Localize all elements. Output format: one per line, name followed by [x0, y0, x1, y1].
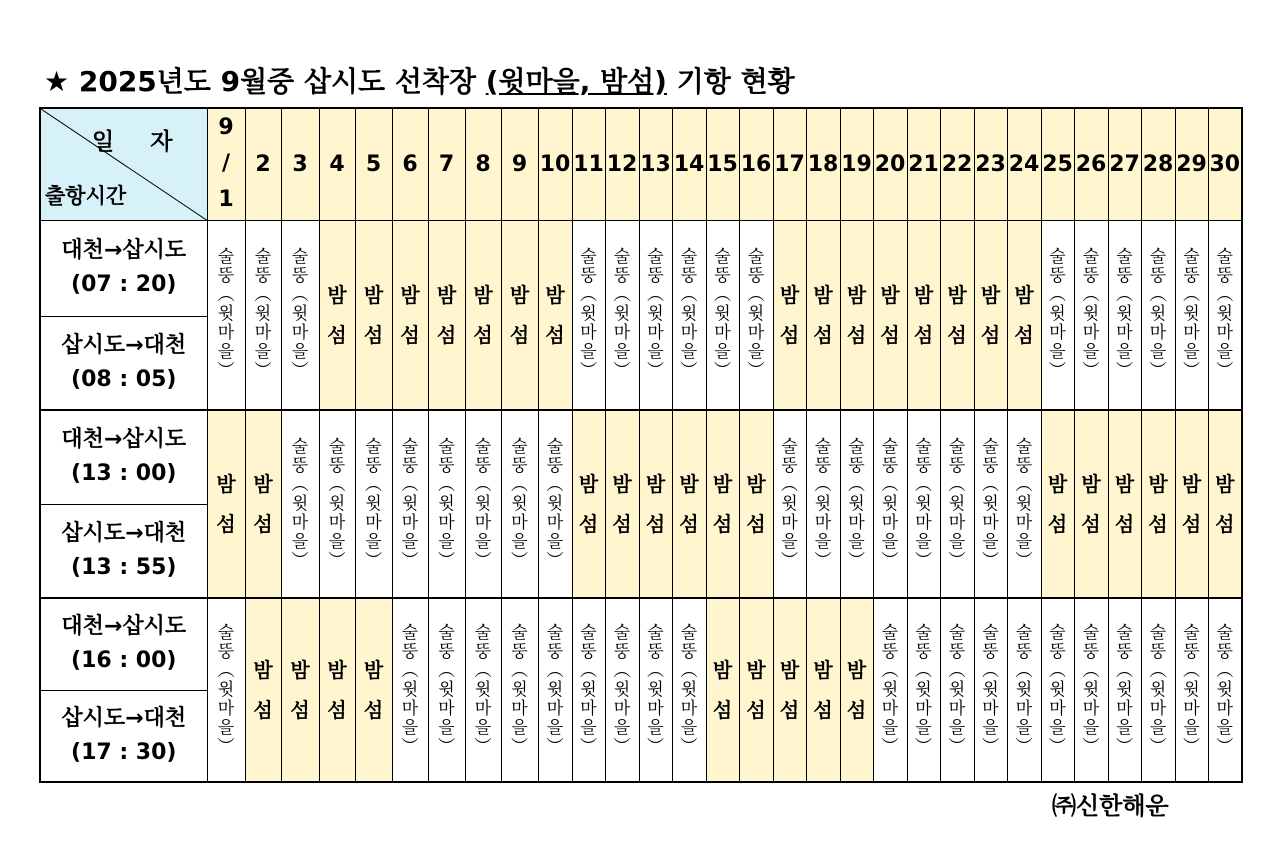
day-header	[245, 108, 281, 220]
stop-sulttung	[392, 598, 428, 782]
stop-sulttung	[672, 220, 706, 410]
stop-sulttung	[1007, 410, 1041, 598]
stop-text: 밤 섬	[327, 282, 347, 347]
day-header	[1141, 108, 1175, 220]
stop-text: 밤 섬	[1114, 472, 1135, 536]
stop-sulttung	[739, 220, 773, 410]
day-header-first: 1	[218, 187, 234, 213]
stop-text: 술 뚱 ︵ 윗 마 을 ︶	[915, 622, 932, 757]
day-header-label: 17	[774, 151, 805, 177]
day-header-label: 9	[511, 151, 528, 177]
day-header-label: 10	[539, 151, 571, 177]
stop-sulttung	[1141, 598, 1175, 782]
stop-sulttung	[639, 220, 672, 410]
stop-bamseom	[840, 220, 873, 410]
stop-sulttung	[428, 598, 465, 782]
stop-sulttung	[392, 410, 428, 598]
day-header	[538, 108, 572, 220]
title-post: 기항 현황	[666, 65, 795, 98]
stop-sulttung	[281, 410, 319, 598]
stop-text: 술 뚱 ︵ 윗 마 을 ︶	[217, 622, 235, 757]
departure-label	[40, 690, 207, 782]
day-header-label: 19	[841, 151, 872, 177]
stop-sulttung	[907, 410, 940, 598]
day-header	[1108, 108, 1141, 220]
stop-bamseom	[538, 220, 572, 410]
stop-bamseom	[773, 598, 806, 782]
day-header	[428, 108, 465, 220]
departure-label	[40, 316, 207, 410]
stop-bamseom	[907, 220, 940, 410]
departure-time: (17 : 30)	[71, 739, 177, 765]
stop-sulttung	[281, 220, 319, 410]
day-header	[739, 108, 773, 220]
stop-bamseom	[572, 410, 605, 598]
stop-text: 밤 섬	[253, 472, 273, 536]
stop-bamseom	[319, 598, 355, 782]
stop-text: 밤 섬	[746, 472, 766, 536]
route-label: 대천→삽시도	[61, 614, 187, 640]
stop-bamseom	[1108, 410, 1141, 598]
stop-text: 술 뚱 ︵ 윗 마 을 ︶	[580, 247, 597, 382]
stop-bamseom	[1141, 410, 1175, 598]
stop-text: 술 뚱 ︵ 윗 마 을 ︶	[511, 622, 528, 757]
day-header	[1007, 108, 1041, 220]
stop-text: 술 뚱 ︵ 윗 마 을 ︶	[1149, 247, 1167, 382]
stop-text: 밤 섬	[779, 282, 800, 347]
stop-text: 밤 섬	[913, 282, 934, 347]
title-pre: ★ 2025년도 9월중 삽시도 선착장	[44, 65, 486, 98]
stop-text: 술 뚱 ︵ 윗 마 을 ︶	[781, 436, 798, 571]
stop-sulttung	[672, 598, 706, 782]
stop-sulttung	[207, 598, 245, 782]
day-header-month: 9	[218, 115, 234, 141]
stop-text: 술 뚱 ︵ 윗 마 을 ︶	[1049, 247, 1066, 382]
stop-bamseom	[319, 220, 355, 410]
stop-bamseom	[245, 598, 281, 782]
day-header	[319, 108, 355, 220]
stop-sulttung	[1041, 598, 1074, 782]
stop-text: 밤 섬	[216, 472, 236, 536]
stop-bamseom	[1007, 220, 1041, 410]
day-header-label: 28	[1142, 151, 1174, 177]
stop-text: 술 뚱 ︵ 윗 마 을 ︶	[401, 622, 419, 757]
stop-sulttung	[572, 598, 605, 782]
day-header-label: 6	[402, 151, 418, 177]
stop-text: 술 뚱 ︵ 윗 마 을 ︶	[948, 436, 966, 571]
stop-text: 밤 섬	[509, 282, 530, 347]
day-header-label: 25	[1042, 151, 1073, 177]
stop-text: 술 뚱 ︵ 윗 마 을 ︶	[1183, 622, 1200, 757]
stop-text: 밤 섬	[746, 658, 766, 722]
stop-text: 밤 섬	[813, 658, 833, 722]
stop-text: 밤 섬	[1014, 282, 1034, 347]
stop-text: 술 뚱 ︵ 윗 마 을 ︶	[511, 436, 528, 571]
departure-label	[40, 504, 207, 598]
stop-text: 밤 섬	[980, 282, 1001, 347]
departure-time: (08 : 05)	[71, 366, 177, 392]
day-header-label: 2	[255, 151, 271, 177]
departure-time: (07 : 20)	[71, 272, 177, 297]
day-header	[572, 108, 605, 220]
stop-sulttung	[1007, 598, 1041, 782]
stop-bamseom	[806, 598, 840, 782]
stop-sulttung	[1108, 598, 1141, 782]
stop-sulttung	[1074, 220, 1108, 410]
stop-bamseom	[605, 410, 639, 598]
stop-text: 술 뚱 ︵ 윗 마 을 ︶	[982, 622, 999, 757]
stop-text: 밤 섬	[436, 282, 457, 347]
day-header-label: 20	[874, 151, 906, 177]
stop-text: 술 뚱 ︵ 윗 마 을 ︶	[438, 436, 455, 571]
stop-bamseom	[1074, 410, 1108, 598]
stop-bamseom	[940, 220, 974, 410]
stop-text: 술 뚱 ︵ 윗 마 을 ︶	[365, 436, 382, 571]
day-header-label: 8	[475, 151, 491, 177]
stop-text: 술 뚱 ︵ 윗 마 을 ︶	[1082, 622, 1100, 757]
departure-label	[40, 220, 207, 316]
day-header	[207, 108, 245, 220]
day-header-label: 26	[1075, 151, 1107, 177]
departure-time: (16 : 00)	[71, 648, 177, 674]
day-header	[907, 108, 940, 220]
day-header-label: 16	[740, 151, 772, 177]
stop-text: 술 뚱 ︵ 윗 마 을 ︶	[948, 622, 966, 757]
day-header	[355, 108, 392, 220]
page-title	[44, 60, 795, 100]
stop-sulttung	[1041, 220, 1074, 410]
stop-sulttung	[572, 220, 605, 410]
stop-text: 술 뚱 ︵ 윗 마 을 ︶	[1116, 247, 1133, 382]
stop-bamseom	[873, 220, 907, 410]
stop-text: 밤 섬	[290, 658, 310, 722]
route-label: 대천→삽시도	[61, 238, 187, 263]
stop-sulttung	[501, 410, 538, 598]
stop-bamseom	[355, 598, 392, 782]
stop-bamseom	[207, 410, 245, 598]
stop-sulttung	[538, 598, 572, 782]
stop-bamseom	[639, 410, 672, 598]
stop-bamseom	[706, 598, 739, 782]
stop-text: 술 뚱 ︵ 윗 마 을 ︶	[217, 247, 235, 382]
day-header	[840, 108, 873, 220]
stop-bamseom	[739, 598, 773, 782]
stop-text: 밤 섬	[327, 658, 347, 722]
day-header	[672, 108, 706, 220]
stop-text: 밤 섬	[679, 472, 699, 536]
stop-sulttung	[1141, 220, 1175, 410]
departure-label	[40, 598, 207, 690]
stop-bamseom	[1208, 410, 1242, 598]
corner-header	[40, 108, 207, 220]
day-header-label: 3	[292, 151, 308, 177]
stop-text: 술 뚱 ︵ 윗 마 을 ︶	[647, 622, 664, 757]
stop-text: 술 뚱 ︵ 윗 마 을 ︶	[881, 622, 899, 757]
stop-text: 밤 섬	[1081, 472, 1101, 536]
stop-text: 술 뚱 ︵ 윗 마 을 ︶	[328, 436, 346, 571]
stop-text: 술 뚱 ︵ 윗 마 을 ︶	[1183, 247, 1200, 382]
stop-text: 술 뚱 ︵ 윗 마 을 ︶	[613, 247, 631, 382]
stop-sulttung	[538, 410, 572, 598]
day-header-label: 7	[438, 151, 455, 177]
day-header	[639, 108, 672, 220]
route-label: 대천→삽시도	[61, 427, 187, 453]
corner-time-label: 출항시간	[45, 183, 127, 208]
day-header	[1041, 108, 1074, 220]
day-header	[392, 108, 428, 220]
stop-sulttung	[428, 410, 465, 598]
day-header	[281, 108, 319, 220]
day-header-label: 4	[329, 151, 345, 177]
stop-text: 술 뚱 ︵ 윗 마 을 ︶	[881, 436, 899, 571]
stop-bamseom	[392, 220, 428, 410]
company-name: ㈜신한해운	[1052, 792, 1169, 820]
stop-text: 밤 섬	[712, 472, 733, 536]
title-underlined: (윗마을, 밤섬)	[485, 65, 667, 98]
day-header-label: 12	[606, 151, 638, 177]
departure-time: (13 : 55)	[71, 554, 177, 580]
day-header-label: 30	[1209, 151, 1241, 177]
stop-text: 밤 섬	[846, 282, 867, 347]
stop-text: 밤 섬	[645, 472, 666, 536]
day-header	[465, 108, 501, 220]
stop-sulttung	[1175, 598, 1208, 782]
stop-text: 밤 섬	[947, 282, 967, 347]
stop-bamseom	[1175, 410, 1208, 598]
stop-text: 밤 섬	[1181, 472, 1202, 536]
schedule-table	[39, 107, 1243, 783]
route-label: 삽시도→대천	[61, 705, 187, 731]
stop-text: 술 뚱 ︵ 윗 마 을 ︶	[580, 622, 597, 757]
stop-sulttung	[501, 598, 538, 782]
stop-text: 술 뚱 ︵ 윗 마 을 ︶	[747, 247, 765, 382]
stop-text: 술 뚱 ︵ 윗 마 을 ︶	[291, 247, 309, 382]
route-label: 삽시도→대천	[61, 332, 187, 358]
departure-time: (13 : 00)	[71, 461, 177, 487]
stop-sulttung	[940, 598, 974, 782]
stop-bamseom	[806, 220, 840, 410]
stop-text: 술 뚱 ︵ 윗 마 을 ︶	[1116, 622, 1133, 757]
stop-sulttung	[806, 410, 840, 598]
stop-text: 밤 섬	[880, 282, 900, 347]
stop-text: 술 뚱 ︵ 윗 마 을 ︶	[546, 436, 564, 571]
stop-bamseom	[428, 220, 465, 410]
stop-bamseom	[245, 410, 281, 598]
corner-date-label: 일 자	[92, 129, 187, 155]
stop-text: 술 뚱 ︵ 윗 마 을 ︶	[680, 622, 698, 757]
stop-sulttung	[940, 410, 974, 598]
stop-sulttung	[974, 410, 1007, 598]
stop-text: 술 뚱 ︵ 윗 마 을 ︶	[647, 247, 664, 382]
day-header-label: 15	[707, 151, 738, 177]
day-header	[940, 108, 974, 220]
day-header-label: 14	[673, 151, 705, 177]
day-header-label: 5	[365, 151, 382, 177]
stop-text: 밤 섬	[578, 472, 599, 536]
day-header-label: 23	[975, 151, 1006, 177]
stop-text: 밤 섬	[813, 282, 833, 347]
day-header	[501, 108, 538, 220]
stop-text: 술 뚱 ︵ 윗 마 을 ︶	[254, 247, 272, 382]
day-header	[773, 108, 806, 220]
day-header-label: 24	[1008, 151, 1040, 177]
stop-sulttung	[1208, 220, 1242, 410]
day-header	[806, 108, 840, 220]
stop-sulttung	[873, 410, 907, 598]
day-header-label: 21	[908, 151, 939, 177]
stop-sulttung	[974, 598, 1007, 782]
stop-sulttung	[605, 220, 639, 410]
stop-text: 술 뚱 ︵ 윗 마 을 ︶	[982, 436, 999, 571]
stop-sulttung	[465, 410, 501, 598]
stop-sulttung	[1074, 598, 1108, 782]
stop-text: 술 뚱 ︵ 윗 마 을 ︶	[401, 436, 419, 571]
stop-text: 밤 섬	[363, 658, 384, 722]
stop-bamseom	[672, 410, 706, 598]
stop-bamseom	[706, 410, 739, 598]
stop-text: 밤 섬	[846, 658, 867, 722]
day-header-label: 27	[1109, 151, 1140, 177]
stop-sulttung	[605, 598, 639, 782]
stop-text: 밤 섬	[779, 658, 800, 722]
stop-sulttung	[319, 410, 355, 598]
stop-text: 술 뚱 ︵ 윗 마 을 ︶	[1082, 247, 1100, 382]
day-header	[1074, 108, 1108, 220]
stop-text: 술 뚱 ︵ 윗 마 을 ︶	[915, 436, 932, 571]
stop-bamseom	[355, 220, 392, 410]
stop-sulttung	[873, 598, 907, 782]
stop-text: 술 뚱 ︵ 윗 마 을 ︶	[291, 436, 309, 571]
stop-text: 술 뚱 ︵ 윗 마 을 ︶	[1149, 622, 1167, 757]
stop-sulttung	[840, 410, 873, 598]
stop-bamseom	[739, 410, 773, 598]
stop-sulttung	[706, 220, 739, 410]
stop-bamseom	[501, 220, 538, 410]
stop-sulttung	[207, 220, 245, 410]
stop-sulttung	[355, 410, 392, 598]
stop-text: 술 뚱 ︵ 윗 마 을 ︶	[814, 436, 832, 571]
day-header	[605, 108, 639, 220]
stop-text: 밤 섬	[545, 282, 565, 347]
stop-text: 술 뚱 ︵ 윗 마 을 ︶	[1216, 622, 1234, 757]
stop-text: 술 뚱 ︵ 윗 마 을 ︶	[1216, 247, 1234, 382]
stop-text: 술 뚱 ︵ 윗 마 을 ︶	[474, 622, 492, 757]
stop-sulttung	[773, 410, 806, 598]
stop-bamseom	[1041, 410, 1074, 598]
stop-text: 밤 섬	[253, 658, 273, 722]
day-header	[706, 108, 739, 220]
stop-text: 술 뚱 ︵ 윗 마 을 ︶	[1015, 436, 1033, 571]
stop-sulttung	[465, 598, 501, 782]
day-header-label: 18	[807, 151, 839, 177]
day-header	[974, 108, 1007, 220]
day-header	[873, 108, 907, 220]
day-header-label: 13	[640, 151, 671, 177]
day-header-label: 29	[1176, 151, 1207, 177]
day-header-label: 22	[941, 151, 973, 177]
departure-label	[40, 410, 207, 504]
stop-text: 밤 섬	[400, 282, 420, 347]
stop-text: 술 뚱 ︵ 윗 마 을 ︶	[546, 622, 564, 757]
stop-sulttung	[1175, 220, 1208, 410]
stop-text: 술 뚱 ︵ 윗 마 을 ︶	[680, 247, 698, 382]
stop-text: 밤 섬	[1148, 472, 1168, 536]
stop-text: 밤 섬	[363, 282, 384, 347]
stop-sulttung	[907, 598, 940, 782]
stop-bamseom	[281, 598, 319, 782]
stop-text: 술 뚱 ︵ 윗 마 을 ︶	[438, 622, 455, 757]
day-header	[1208, 108, 1242, 220]
route-label: 삽시도→대천	[61, 520, 187, 546]
stop-text: 밤 섬	[1047, 472, 1068, 536]
stop-text: 술 뚱 ︵ 윗 마 을 ︶	[474, 436, 492, 571]
stop-sulttung	[639, 598, 672, 782]
stop-text: 밤 섬	[712, 658, 733, 722]
stop-text: 밤 섬	[612, 472, 632, 536]
stop-bamseom	[773, 220, 806, 410]
stop-text: 술 뚱 ︵ 윗 마 을 ︶	[1015, 622, 1033, 757]
stop-text: 술 뚱 ︵ 윗 마 을 ︶	[714, 247, 731, 382]
stop-bamseom	[465, 220, 501, 410]
stop-sulttung	[245, 220, 281, 410]
day-header-label: 11	[573, 151, 604, 177]
stop-sulttung	[1108, 220, 1141, 410]
stop-sulttung	[1208, 598, 1242, 782]
stop-text: 밤 섬	[473, 282, 493, 347]
day-header	[1175, 108, 1208, 220]
stop-text: 술 뚱 ︵ 윗 마 을 ︶	[848, 436, 865, 571]
stop-text: 술 뚱 ︵ 윗 마 을 ︶	[613, 622, 631, 757]
stop-text: 술 뚱 ︵ 윗 마 을 ︶	[1049, 622, 1066, 757]
stop-bamseom	[974, 220, 1007, 410]
stop-text: 밤 섬	[1215, 472, 1235, 536]
stop-bamseom	[840, 598, 873, 782]
day-header-slash: /	[221, 151, 231, 177]
